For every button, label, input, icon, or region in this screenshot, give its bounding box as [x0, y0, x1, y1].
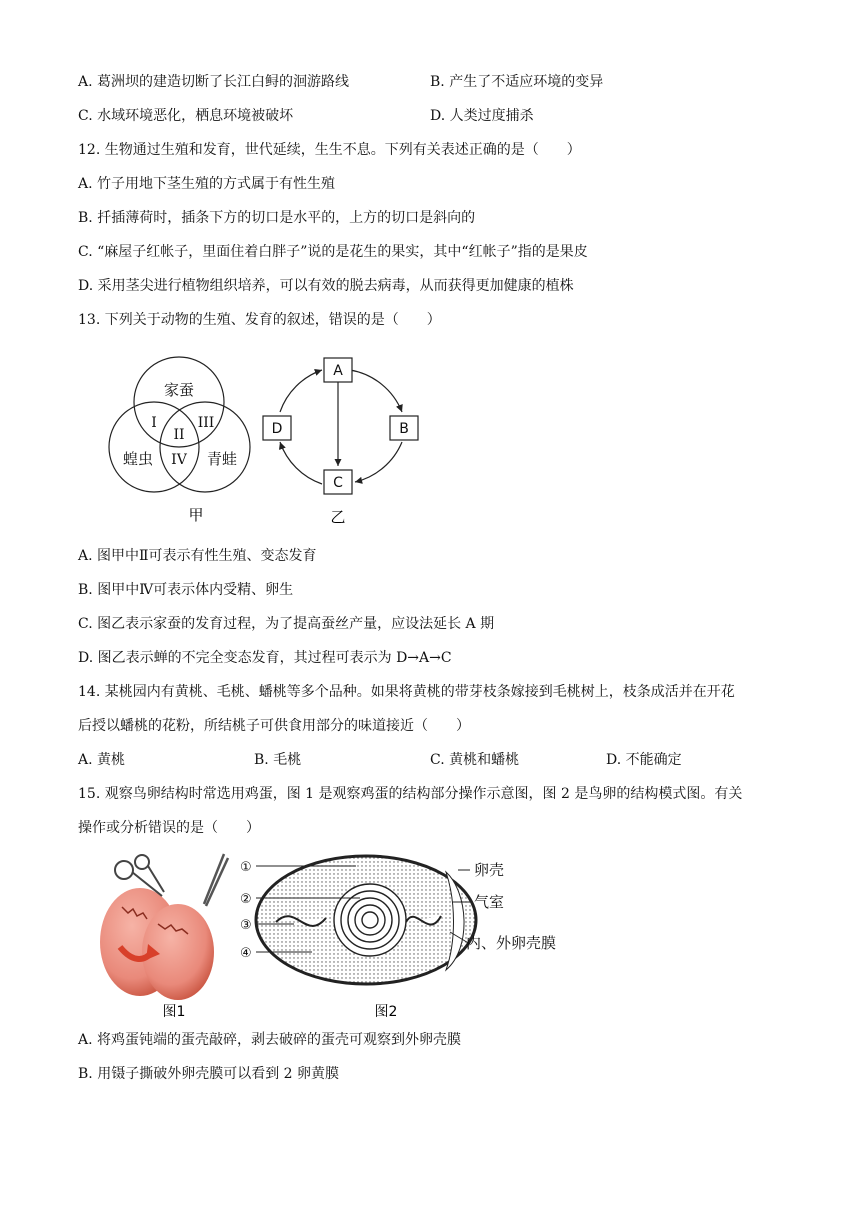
venn-region-1: I	[151, 415, 157, 431]
q15-figure-2	[236, 852, 576, 1022]
label-shell-membrane: 内、外卵壳膜	[466, 934, 557, 952]
venn-caption: 甲	[188, 506, 204, 524]
q15-stem-line2: 操作或分析错误的是（ ）	[78, 820, 260, 836]
cycle-box-d: D	[271, 421, 283, 437]
cycle-caption: 乙	[330, 508, 346, 526]
q11-option-c: C. 水域环境恶化，栖息环境被破坏	[78, 108, 294, 124]
venn-label-silkworm: 家蚕	[163, 381, 195, 399]
cycle-box-a: A	[333, 363, 343, 379]
label-1: ①	[240, 860, 252, 875]
q14-option-c: C. 黄桃和蟠桃	[430, 752, 520, 768]
q14-stem-line1: 14. 某桃园内有黄桃、毛桃、蟠桃等多个品种。如果将黄桃的带芽枝条嫁接到毛桃树上，枝条成活并在开花	[78, 684, 735, 700]
tweezers-icon	[204, 854, 228, 906]
q13-option-b: B. 图甲中Ⅳ可表示体内受精、卵生	[78, 582, 294, 598]
q14-option-a: A. 黄桃	[78, 752, 126, 768]
q14-option-b: B. 毛桃	[254, 752, 302, 768]
figure-1-caption: 图1	[162, 1004, 186, 1020]
label-air-chamber: 气室	[474, 893, 505, 911]
q11-option-a: A. 葛洲坝的建造切断了长江白鲟的洄游路线	[78, 74, 350, 90]
q12-option-c: C. “麻屋子红帐子，里面住着白胖子”说的是花生的果实，其中“红帐子”指的是果皮	[78, 244, 588, 260]
label-4: ④	[240, 946, 252, 961]
q15-figure-1	[92, 852, 232, 1022]
q11-option-d: D. 人类过度捕杀	[430, 108, 534, 124]
cycle-box-b: B	[399, 421, 409, 437]
venn-label-locust: 蝗虫	[122, 450, 154, 468]
q13-figure	[100, 350, 430, 530]
q13-option-a: A. 图甲中Ⅱ可表示有性生殖、变态发育	[78, 548, 317, 564]
q12-option-d: D. 采用茎尖进行植物组织培养，可以有效的脱去病毒，从而获得更加健康的植株	[78, 278, 574, 294]
q15-option-b: B. 用镊子撕破外卵壳膜可以看到 2 卵黄膜	[78, 1066, 339, 1082]
venn-diagram	[109, 357, 250, 492]
label-3: ③	[240, 918, 252, 933]
venn-label-frog: 青蛙	[206, 450, 238, 468]
venn-region-4: IV	[171, 452, 187, 468]
q12-option-a: A. 竹子用地下茎生殖的方式属于有性生殖	[78, 176, 336, 192]
label-shell: 卵壳	[474, 861, 505, 879]
venn-region-3: III	[197, 415, 215, 431]
label-2: ②	[240, 892, 252, 907]
q14-stem-line2: 后授以蟠桃的花粉，所结桃子可供食用部分的味道接近（ ）	[78, 718, 470, 734]
q13-option-c: C. 图乙表示家蚕的发育过程，为了提高蚕丝产量，应设法延长 A 期	[78, 616, 495, 632]
q15-option-a: A. 将鸡蛋钝端的蛋壳敲碎，剥去破碎的蛋壳可观察到外卵壳膜	[78, 1032, 462, 1048]
yolk	[334, 884, 406, 956]
q15-stem-line1: 15. 观察鸟卵结构时常选用鸡蛋，图 1 是观察鸡蛋的结构部分操作示意图，图 2 是鸟卵的结构模式图。有关	[78, 786, 743, 802]
cycle-diagram	[280, 370, 402, 484]
q13-stem: 13. 下列关于动物的生殖、发育的叙述，错误的是（ ）	[78, 312, 441, 328]
q11-option-b: B. 产生了不适应环境的变异	[430, 74, 604, 90]
cycle-box-c: C	[333, 475, 343, 491]
q12-option-b: B. 扦插薄荷时，插条下方的切口是水平的，上方的切口是斜向的	[78, 210, 476, 226]
q13-option-d: D. 图乙表示蝉的不完全变态发育，其过程可表示为 D→A→C	[78, 650, 452, 666]
q14-option-d: D. 不能确定	[606, 752, 682, 768]
q12-stem: 12. 生物通过生殖和发育，世代延续，生生不息。下列有关表述正确的是（ ）	[78, 142, 581, 158]
venn-region-2: II	[173, 427, 185, 443]
figure-2-caption: 图2	[374, 1004, 398, 1020]
